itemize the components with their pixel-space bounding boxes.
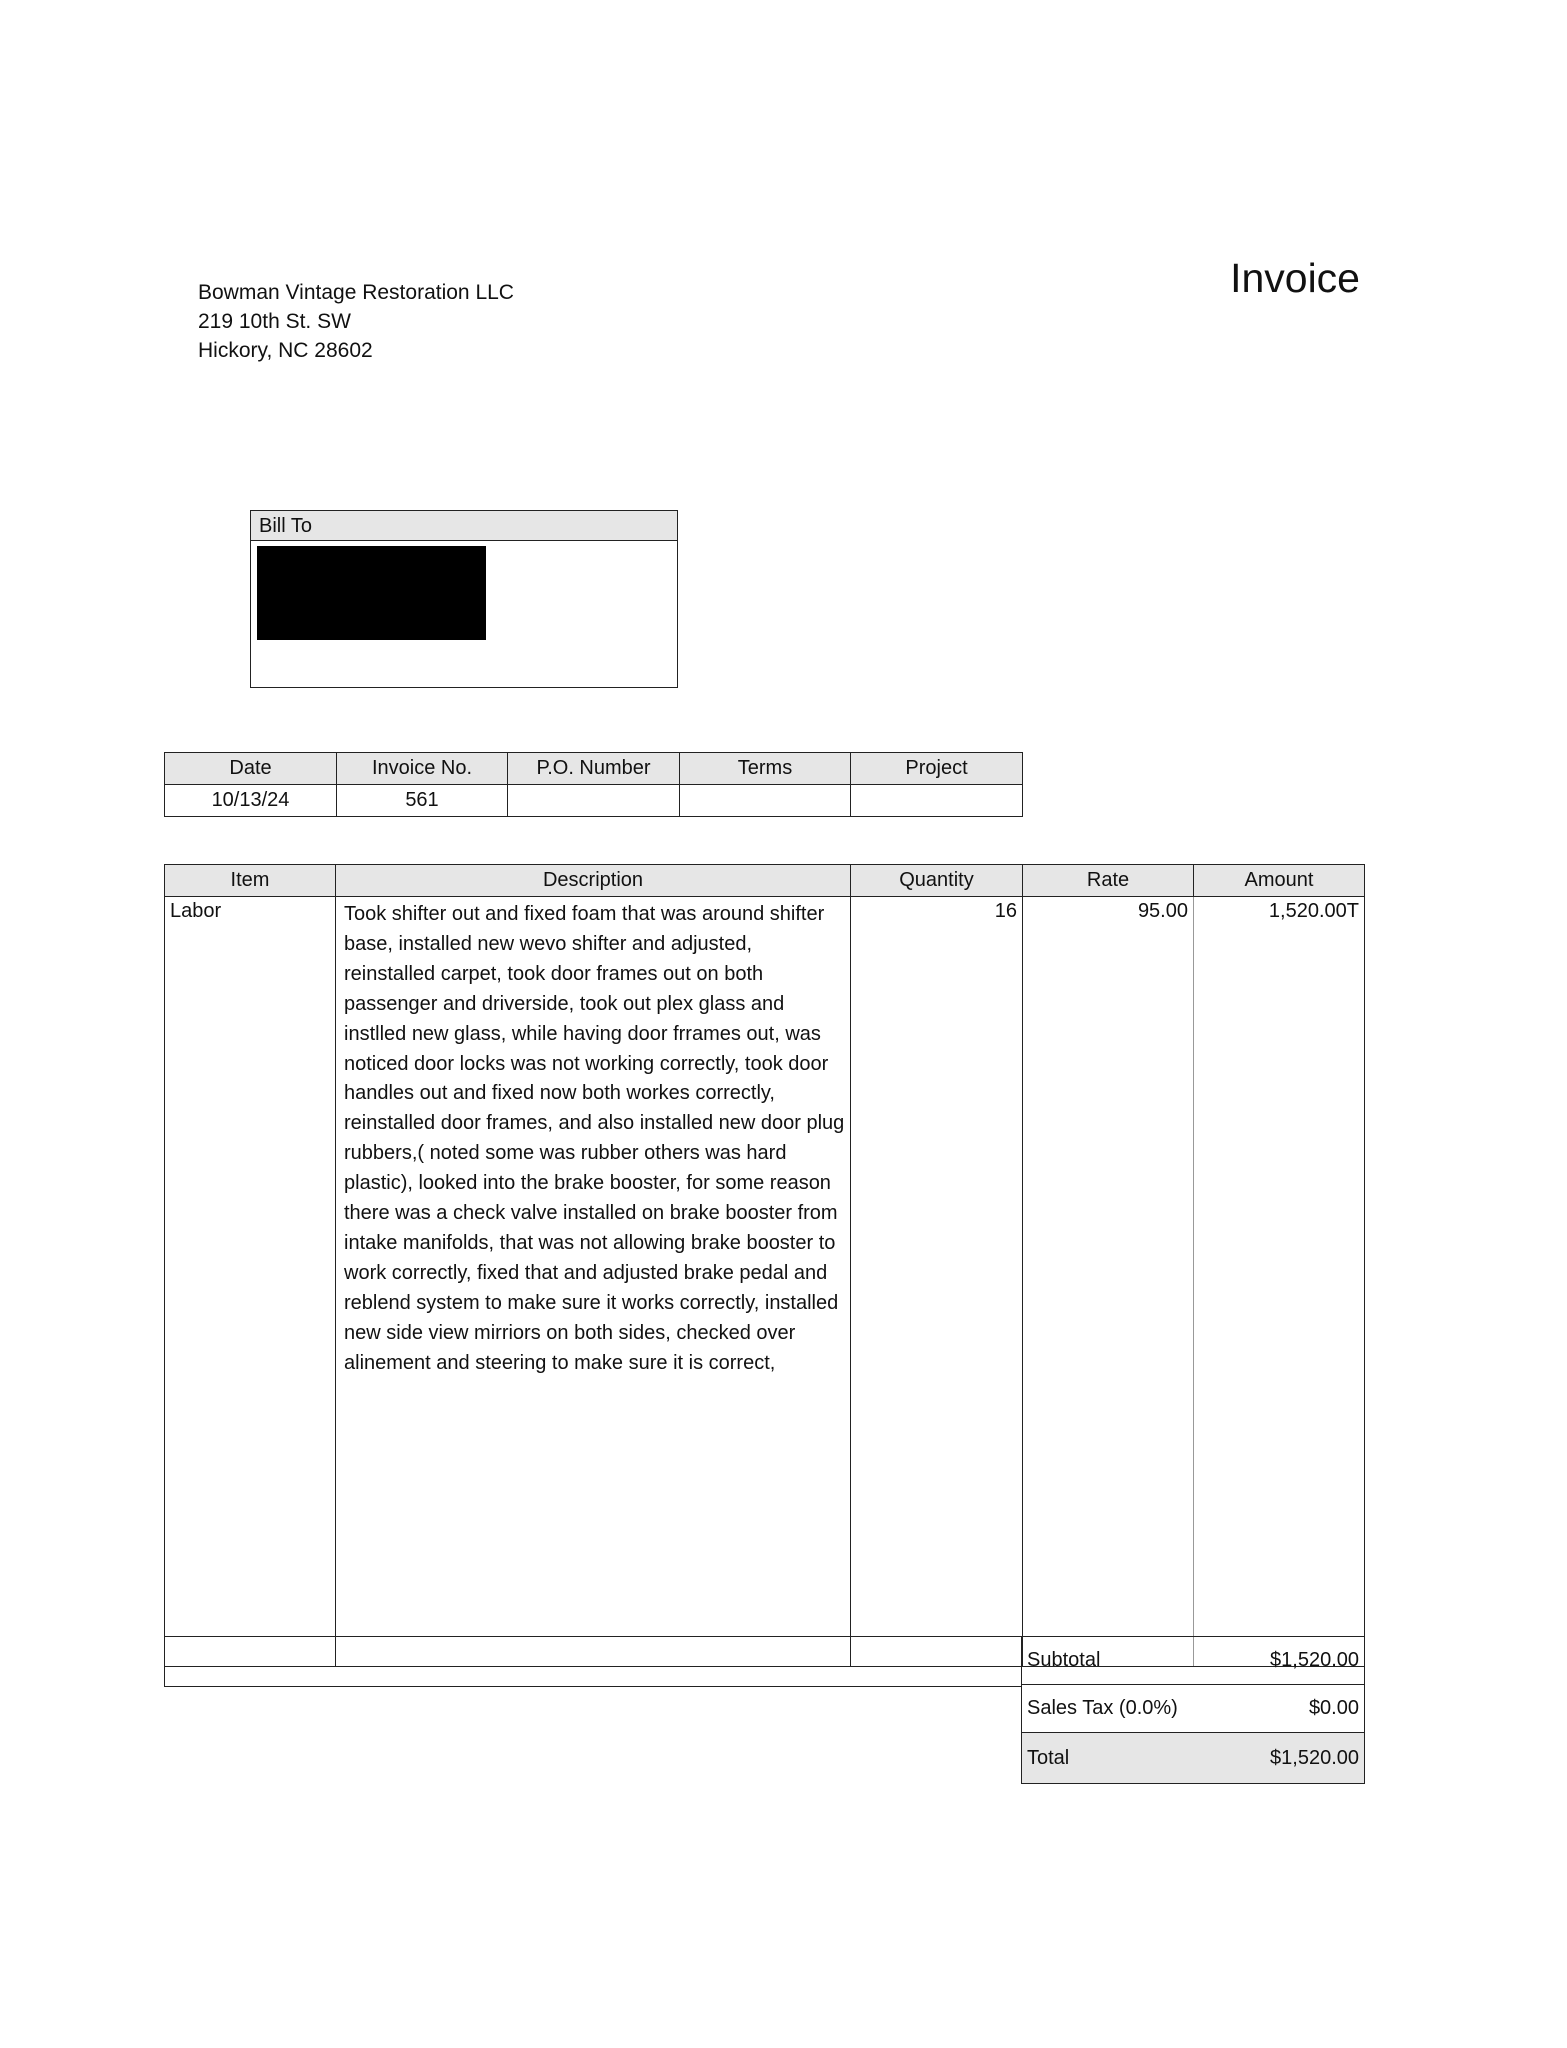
date-value: 10/13/24	[165, 785, 337, 817]
description-cell: Took shifter out and fixed foam that was around shifter base, installed new wevo shifter and adjusted, reinstalled carpet, took door frames out on both passenger and driverside, took out plex glass and instlled new glass, while having door frrames out, was noticed door locks was not working correctly, took door handles out and fixed now both workes correctly, reinstalled door frames, and also installed new door plug rubbers,( noted some was rubber others was hard plastic), looked into the brake booster, for some reason there was a check valve installed on brake booster from intake manifolds, that was not allowing brake booster to work correctly, fixed that and adjusted brake pedal and reblend system to make sure it works correctly, installed new side view mirriors on both sides, checked over alinement and steering to make sure it is correct,	[336, 897, 851, 1667]
rate-header: Rate	[1023, 865, 1194, 897]
quantity-header: Quantity	[851, 865, 1023, 897]
subtotal-label: Subtotal	[1022, 1637, 1212, 1685]
po-number-value	[508, 785, 680, 817]
company-address	[198, 278, 514, 365]
total-label: Total	[1022, 1733, 1212, 1784]
sales-tax-value: $0.00	[1212, 1685, 1365, 1733]
totals-spacer-box	[164, 1636, 1022, 1687]
sales-tax-row	[1022, 1685, 1365, 1733]
bill-to-box	[250, 510, 678, 688]
invoice-no-header: Invoice No.	[337, 753, 508, 785]
company-street: 219 10th St. SW	[198, 310, 351, 333]
bill-to-label: Bill To	[251, 511, 677, 541]
company-name: Bowman Vintage Restoration LLC	[198, 281, 514, 304]
project-header: Project	[851, 753, 1023, 785]
terms-value	[680, 785, 851, 817]
description-header: Description	[336, 865, 851, 897]
project-value	[851, 785, 1023, 817]
info-value-row	[165, 785, 1023, 817]
company-city: Hickory, NC 28602	[198, 339, 373, 362]
info-header-row	[165, 753, 1023, 785]
rate-cell: 95.00	[1023, 897, 1194, 1667]
amount-cell: 1,520.00T	[1194, 897, 1365, 1667]
sales-tax-label: Sales Tax (0.0%)	[1022, 1685, 1212, 1733]
item-header: Item	[165, 865, 336, 897]
po-number-header: P.O. Number	[508, 753, 680, 785]
date-header: Date	[165, 753, 337, 785]
subtotal-value: $1,520.00	[1212, 1637, 1365, 1685]
invoice-no-value: 561	[337, 785, 508, 817]
redacted-address-block	[257, 546, 486, 640]
invoice-info-table	[164, 752, 1023, 817]
item-cell: Labor	[165, 897, 336, 1667]
line-items-table	[164, 864, 1365, 1667]
totals-table	[1021, 1636, 1365, 1784]
amount-header: Amount	[1194, 865, 1365, 897]
subtotal-row	[1022, 1637, 1365, 1685]
total-row	[1022, 1733, 1365, 1784]
terms-header: Terms	[680, 753, 851, 785]
table-row	[165, 897, 1365, 1667]
quantity-cell: 16	[851, 897, 1023, 1667]
total-value: $1,520.00	[1212, 1733, 1365, 1784]
items-header-row	[165, 865, 1365, 897]
document-title: Invoice	[1230, 255, 1360, 301]
